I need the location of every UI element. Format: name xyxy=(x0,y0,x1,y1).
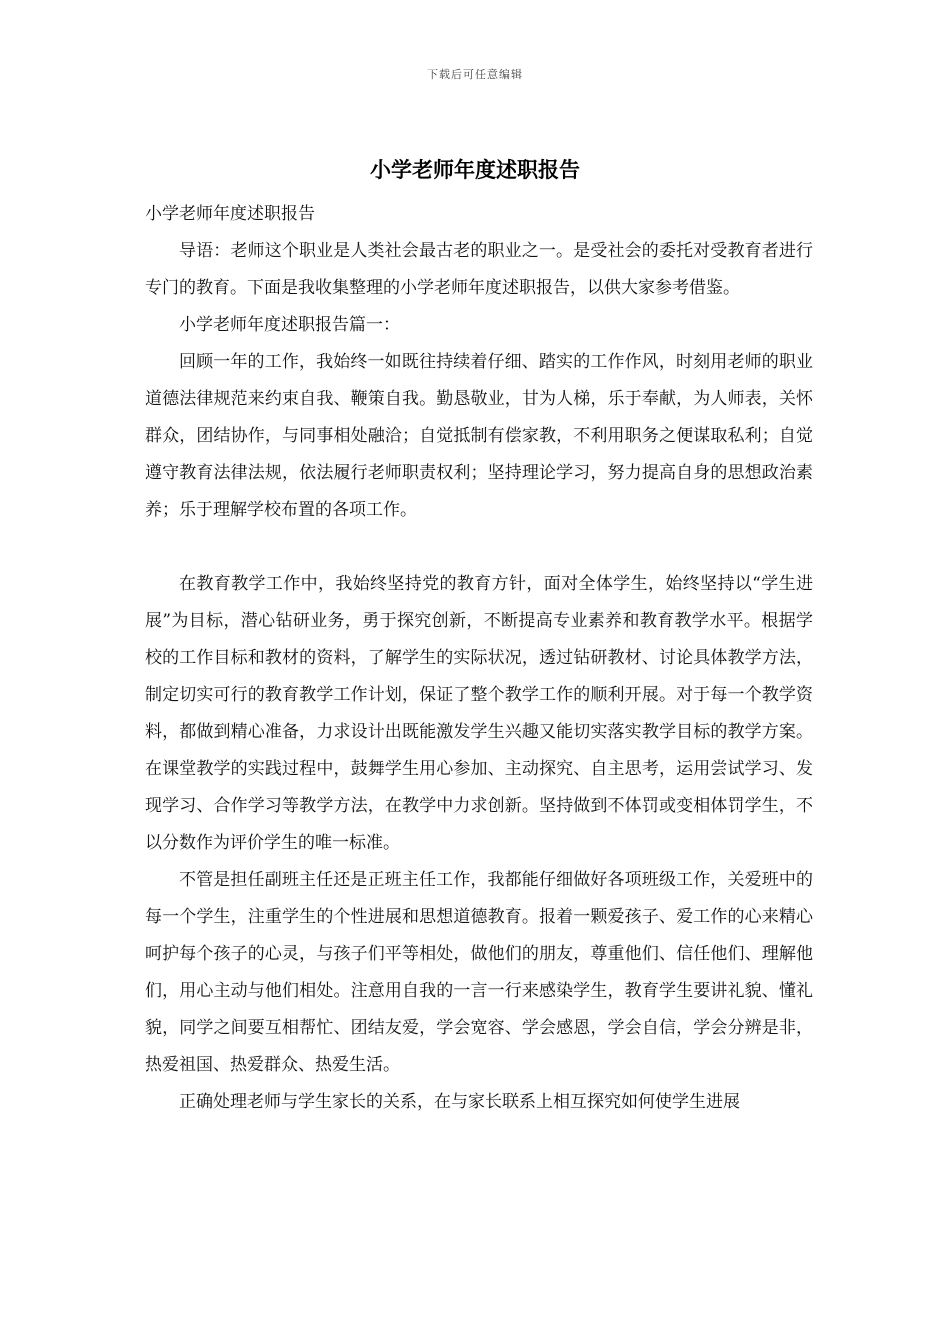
paragraph: 回顾一年的工作，我始终一如既往持续着仔细、踏实的工作作风，时刻用老师的职业道德法律规范来约束自我、鞭策自我。勤恳敬业，甘为人梯，乐于奉献，为人师表，关怀群众，团结协作，与同事相处融洽；自觉抵制有偿家教，不利用职务之便谋取私利；自觉遵守教育法律法规，依法履行老师职责权利；坚持理论学习，努力提高自身的思想政治素养；乐于理解学校布置的各项工作。 xyxy=(145,352,813,520)
paragraph: 导语：老师这个职业是人类社会最古老的职业之一。是受社会的委托对受教育者进行专门的教育。下面是我收集整理的小学老师年度述职报告，以供大家参考借鉴。 xyxy=(145,241,813,298)
paragraph: 小学老师年度述职报告篇一： xyxy=(179,315,400,335)
paragraph: 正确处理老师与学生家长的关系，在与家长联系上相互探究如何使学生进展 xyxy=(179,1092,740,1112)
paragraph: 不管是担任副班主任还是正班主任工作，我都能仔细做好各项班级工作，关爱班中的每一个学生，注重学生的个性进展和思想道德教育。报着一颗爱孩子、爱工作的心来精心呵护每个孩子的心灵，与孩子们平等相处，做他们的朋友，尊重他们、信任他们、理解他们，用心主动与他们相处。注意用自我的一言一行来感染学生，教育学生要讲礼貌、懂礼貌，同学之间要互相帮忙、团结友爱，学会宽容、学会感恩，学会自信，学会分辨是非，热爱祖国、热爱群众、热爱生活。 xyxy=(145,870,813,1075)
document-body xyxy=(145,196,813,1121)
header-note: 下载后可任意编辑 xyxy=(427,68,523,81)
paragraph: 小学老师年度述职报告 xyxy=(145,204,315,224)
document-title: 小学老师年度述职报告 xyxy=(370,157,580,182)
paragraph: 在教育教学工作中，我始终坚持党的教育方针，面对全体学生，始终坚持以“学生进展”为目标，潜心钻研业务，勇于探究创新，不断提高专业素养和教育教学水平。根据学校的工作目标和教材的资料，了解学生的实际状况，透过钻研教材、讨论具体教学方法，制定切实可行的教育教学工作计划，保证了整个教学工作的顺利开展。对于每一个教学资料，都做到精心准备，力求设计出既能激发学生兴趣又能切实落实教学目标的教学方案。在课堂教学的实践过程中，鼓舞学生用心参加、主动探究、自主思考，运用尝试学习、发现学习、合作学习等教学方法，在教学中力求创新。坚持做到不体罚或变相体罚学生，不以分数作为评价学生的唯一标准。 xyxy=(145,574,813,853)
